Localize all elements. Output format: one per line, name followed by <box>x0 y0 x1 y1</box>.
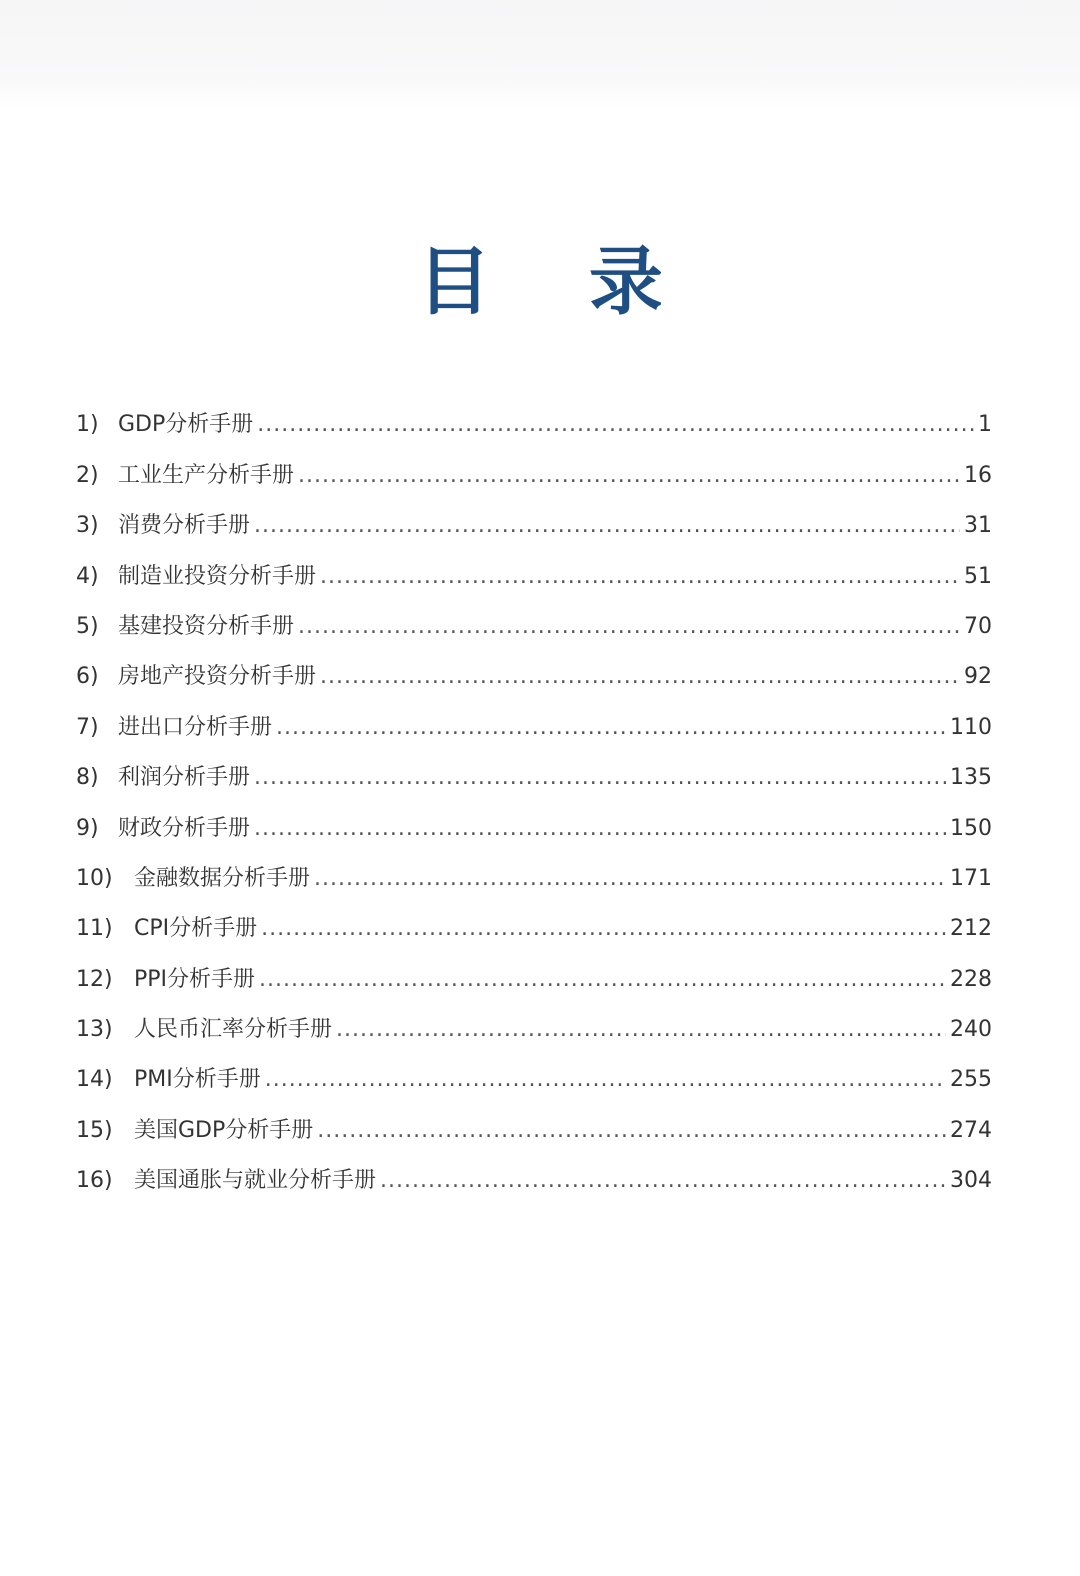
toc-entry-page: 255 <box>950 1067 992 1093</box>
toc-entry-page: 31 <box>964 513 992 539</box>
table-of-contents <box>76 400 992 1206</box>
toc-entry-number: 13) <box>76 1017 113 1043</box>
toc-entry-1[interactable] <box>76 400 992 450</box>
toc-entry-page: 304 <box>950 1168 992 1194</box>
toc-entry-page: 240 <box>950 1017 992 1043</box>
toc-entry-number: 10) <box>76 865 113 891</box>
toc-entry-5[interactable] <box>76 602 992 652</box>
toc-entry-label: 制造业投资分析手册 <box>118 563 317 589</box>
toc-entry-7[interactable] <box>76 702 992 752</box>
toc-leader-dots <box>298 602 960 652</box>
toc-entry-page: 92 <box>964 664 992 690</box>
toc-entry-15[interactable] <box>76 1105 992 1155</box>
toc-leader-dots <box>317 1106 946 1156</box>
toc-entry-page: 135 <box>950 765 992 791</box>
toc-entry-label: PMI分析手册 <box>134 1067 261 1093</box>
toc-entry-page: 212 <box>950 916 992 942</box>
toc-entry-3[interactable] <box>76 501 992 551</box>
toc-entry-page: 171 <box>950 865 992 891</box>
toc-leader-dots <box>257 400 974 450</box>
toc-entry-number: 11) <box>76 916 113 942</box>
toc-entry-label: 工业生产分析手册 <box>118 462 295 488</box>
toc-entry-6[interactable] <box>76 652 992 702</box>
toc-entry-8[interactable] <box>76 753 992 803</box>
toc-entry-12[interactable] <box>76 954 992 1004</box>
toc-leader-dots <box>320 652 960 702</box>
toc-leader-dots <box>261 904 946 954</box>
toc-entry-label: 人民币汇率分析手册 <box>134 1017 333 1043</box>
toc-entry-14[interactable] <box>76 1055 992 1105</box>
toc-leader-dots <box>298 451 960 501</box>
toc-entry-page: 110 <box>950 714 992 740</box>
toc-entry-4[interactable] <box>76 551 992 601</box>
toc-entry-page: 51 <box>964 563 992 589</box>
toc-entry-number: 8) <box>76 765 99 791</box>
toc-entry-number: 4) <box>76 563 99 589</box>
toc-entry-page: 274 <box>950 1117 992 1143</box>
top-shade <box>0 0 1080 112</box>
toc-entry-label: 房地产投资分析手册 <box>118 664 317 690</box>
toc-entry-number: 16) <box>76 1168 113 1194</box>
toc-entry-number: 14) <box>76 1067 113 1093</box>
toc-entry-11[interactable] <box>76 904 992 954</box>
toc-entry-label: 进出口分析手册 <box>118 714 273 740</box>
toc-entry-label: GDP分析手册 <box>118 412 254 438</box>
toc-leader-dots <box>336 1005 946 1055</box>
toc-entry-page: 1 <box>978 412 992 438</box>
toc-entry-page: 16 <box>964 462 992 488</box>
toc-entry-label: 美国GDP分析手册 <box>134 1117 314 1143</box>
toc-entry-page: 228 <box>950 966 992 992</box>
toc-entry-16[interactable] <box>76 1156 992 1206</box>
toc-leader-dots <box>254 753 946 803</box>
toc-entry-label: 利润分析手册 <box>118 765 251 791</box>
toc-entry-number: 7) <box>76 714 99 740</box>
toc-entry-number: 3) <box>76 513 99 539</box>
toc-leader-dots <box>259 955 946 1005</box>
toc-entry-label: CPI分析手册 <box>134 916 258 942</box>
toc-entry-page: 150 <box>950 815 992 841</box>
toc-leader-dots <box>254 804 946 854</box>
toc-entry-number: 6) <box>76 664 99 690</box>
toc-entry-number: 12) <box>76 966 113 992</box>
toc-entry-label: 消费分析手册 <box>118 513 251 539</box>
toc-entry-2[interactable] <box>76 450 992 500</box>
toc-entry-number: 2) <box>76 462 99 488</box>
toc-leader-dots <box>320 552 960 602</box>
toc-entry-9[interactable] <box>76 803 992 853</box>
toc-entry-label: 财政分析手册 <box>118 815 251 841</box>
toc-entry-label: 基建投资分析手册 <box>118 613 295 639</box>
toc-entry-page: 70 <box>964 613 992 639</box>
toc-entry-label: 金融数据分析手册 <box>134 865 311 891</box>
toc-entry-number: 9) <box>76 815 99 841</box>
toc-leader-dots <box>276 703 946 753</box>
toc-leader-dots <box>254 501 960 551</box>
toc-entry-number: 5) <box>76 613 99 639</box>
toc-leader-dots <box>314 854 946 904</box>
toc-entry-label: 美国通胀与就业分析手册 <box>134 1168 377 1194</box>
toc-entry-number: 15) <box>76 1117 113 1143</box>
page-title: 目 录 <box>417 239 699 325</box>
toc-entry-10[interactable] <box>76 854 992 904</box>
toc-entry-number: 1) <box>76 412 99 438</box>
toc-entry-13[interactable] <box>76 1005 992 1055</box>
toc-leader-dots <box>265 1055 946 1105</box>
toc-leader-dots <box>380 1156 946 1206</box>
toc-entry-label: PPI分析手册 <box>134 966 256 992</box>
